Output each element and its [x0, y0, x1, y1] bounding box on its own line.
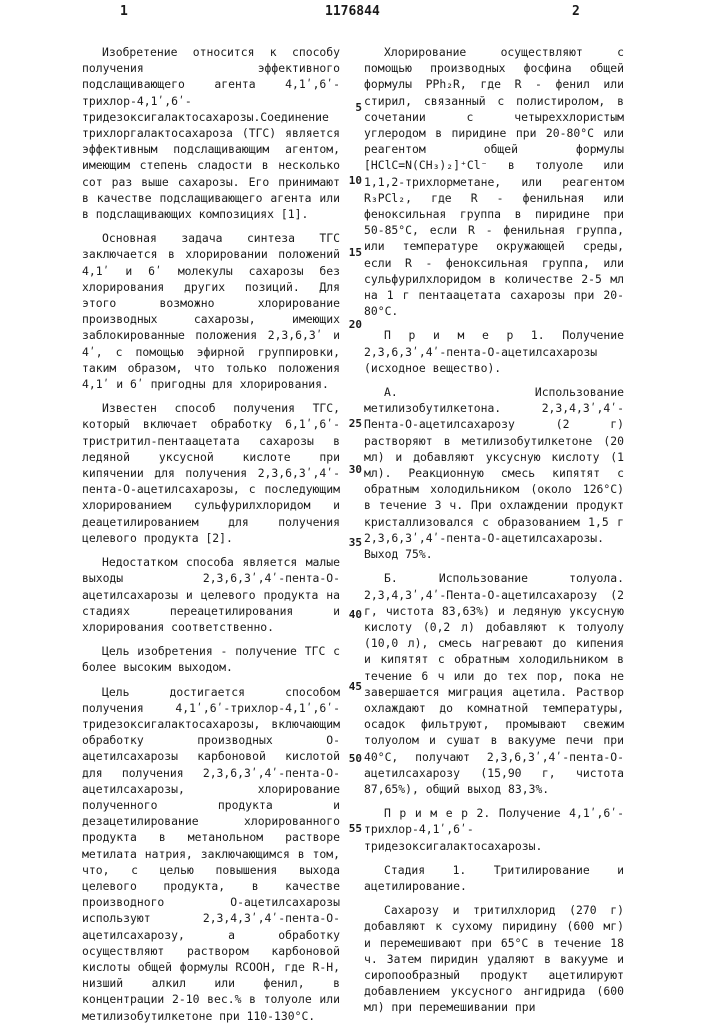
paragraph: П р и м е р 1. Получение 2,3,6,3ʹ,4ʹ-пента-О-ацетилсахарозы (исходное вещество). — [364, 327, 624, 376]
line-number: 55 — [338, 822, 362, 835]
paragraph: А. Использование метилизобутилкетона. 2,3,4,3ʹ,4ʹ-Пента-О-ацетилсахарозу (2 г) растворяют в метилизобутилкетоне (20 мл) и добавляют уксусную кислоту (1 мл). Реакционную смесь кипятят с обратным холодильником (около 126°С) в течение 3 ч. При охлаждении продукт кристаллизовался с образованием 1,5 г 2,3,6,3ʹ,4ʹ-пента-О-ацетилсахарозы. Выход 75%. — [364, 384, 624, 562]
column-number-right: 2 — [572, 4, 580, 19]
paragraph: Недостатком способа является малые выходы 2,3,6,3ʹ,4ʹ-пента-О-ацетилсахарозы и целевого продукта на стадиях переацетилирования и хлорирования соответственно. — [82, 554, 340, 635]
paragraph: Основная задача синтеза ТГС заключается в хлорировании положений 4,1ʹ и 6ʹ молекулы сахарозы без хлорирования других позиций. Для этого возможно хлорирование производных сахарозы, имеющих заблокированные положения 2,3,6,3ʹ и 4ʹ, с помощью эфирной группировки, таким образом, что только положения 4,1ʹ и 6ʹ пригодны для хлорирования. — [82, 230, 340, 392]
paragraph: Цель изобретения - получение ТГС с более высоким выходом. — [82, 643, 340, 675]
line-number: 5 — [338, 101, 362, 114]
line-number: 30 — [338, 463, 362, 476]
patent-number: 1176844 — [325, 4, 380, 19]
line-number: 35 — [338, 536, 362, 549]
line-number: 10 — [338, 174, 362, 187]
paragraph: П р и м е р 2. Получение 4,1ʹ,6ʹ-трихлор-4,1ʹ,6ʹ-тридезоксигалактосахарозы. — [364, 805, 624, 854]
right-column — [364, 44, 624, 1024]
paragraph: Изобретение относится к способу получения эффективного подслащивающего агента 4,1ʹ,6ʹ-трихлор-4,1ʹ,6ʹ-тридезоксигалактосахарозы.Соединение трихлоргалактосахароза (ТГС) является эффективным подслащивающим агентом, имеющим степень сладости в несколько сот раз выше сахарозы. Его принимают в качестве подслащивающего агента или в подслащивающих композициях [1]. — [82, 44, 340, 222]
paragraph: Б. Использование толуола. 2,3,4,3ʹ,4ʹ-Пента-О-ацетилсахарозу (2 г, чистота 83,63%) и ледяную уксусную кислоту (0,2 л) добавляют к толуолу (10,0 л), смесь нагревают до кипения и кипятят с обратным холодильником в течение 6 ч или до тех пор, пока не завершается миграция ацетила. Раствор охлаждают до комнатной температуры, осадок фильтруют, промывают свежим толуолом и сушат в вакууме печи при 40°С, получают 2,3,6,3ʹ,4ʹ-пента-О-ацетилсахарозу (15,90 г, чистота 87,65%), общий выход 83,3%. — [364, 570, 624, 797]
left-column — [82, 44, 340, 1032]
paragraph: Стадия 1. Тритилирование и ацетилирование. — [364, 862, 624, 894]
line-number: 25 — [338, 417, 362, 430]
line-number: 45 — [338, 680, 362, 693]
patent-page — [0, 0, 707, 1000]
paragraph: Цель достигается способом получения 4,1ʹ,6ʹ-трихлор-4,1ʹ,6ʹ-тридезоксигалактосахарозы, включающим обработку производных О-ацетилсахарозы карбоновой кислотой для получения 2,3,6,3ʹ,4ʹ-пента-О-ацетилсахарозы, хлорирование полученного продукта и дезацетилирование хлорированного продукта в метанольном растворе метилата натрия, заключающимся в том, что, с целью повышения выхода целевого продукта, в качестве производного О-ацетилсахарозы используют 2,3,4,3ʹ,4ʹ-пента-О-ацетилсахарозу, а обработку осуществляют раствором карбоновой кислоты общей формулы RCOOH, где R-H, низший алкил или фенил, в концентрации 2-10 вес.% в толуоле или метилизобутилкетоне при 110-130°С. — [82, 684, 340, 1024]
paragraph: Хлорирование осуществляют с помощью производных фосфина общей формулы PPh₂R, где R - фенил или стирил, связанный с полистиролом, в сочетании с четыреххлористым углеродом в пиридине при 20-80°С или реагентом общей формулы [HClC=N(CH₃)₂]⁺Cl⁻ в толуоле или 1,1,2-трихлорметане, или реагентом R₃PCl₂, где R - фенильная или феноксильная группа в пиридине при 50-85°С, если R - фенильная группа, или температуре окружающей среды, если R - феноксильная группа, или сульфурилхлоридом в количестве 2-5 мл на 1 г пентаацетата сахарозы при 20-80°С. — [364, 44, 624, 319]
column-number-left: 1 — [120, 4, 128, 19]
paragraph: Сахарозу и тритилхлорид (270 г) добавляют к сухому пиридину (600 мг) и перемешивают при 65°С в течение 18 ч. Затем пиридин удаляют в вакууме и сиропообразный продукт ацетилируют добавлением уксусного ангидрида (600 мл) при перемешивании при — [364, 902, 624, 1015]
line-number: 50 — [338, 752, 362, 765]
line-number: 20 — [338, 318, 362, 331]
paragraph: Известен способ получения ТГС, который включает обработку 6,1ʹ,6ʹ-тристритил-пентаацетата сахарозы в ледяной уксусной кислоте при кипячении для получения 2,3,6,3ʹ,4ʹ-пента-О-ацетилсахарозы, с последующим хлорированием сульфурилхлоридом и деацетилированием для получения целевого продукта [2]. — [82, 400, 340, 546]
line-number: 40 — [338, 608, 362, 621]
line-number: 15 — [338, 246, 362, 259]
